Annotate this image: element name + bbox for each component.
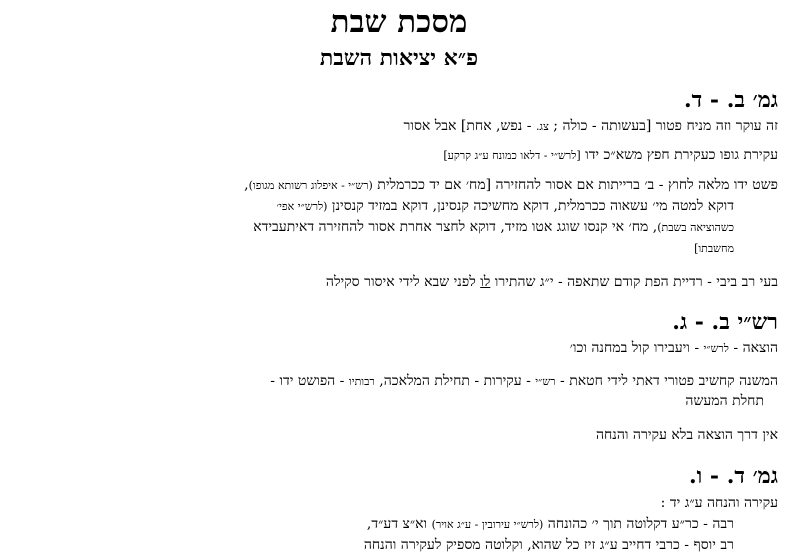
text-line: מחשבתו] (694, 242, 734, 255)
chapter-subtitle: פ״א יציאות השבת (319, 45, 479, 71)
section-heading: רש״י ב. - ג. (672, 309, 778, 335)
text-line: אין דרך הוצאה בלא עקירה והנחה (595, 427, 778, 443)
text-line: פשט ידו מלאה לחוץ - ב׳ ברייתות אם אסור להחזירה [מח׳ אם יד ככרמלית (רש״י - איפלוג רשותא מגופו), (244, 177, 778, 193)
text-line: בעי רב ביבי - רדיית הפת קודם שתאפה - י״ג שהתירו לו לפני שבא לידי איסור סקילה (325, 274, 778, 290)
text-line: כשהוציאה בשבת), מח׳ אי קנסו שוגג אטו מזיד, דוקא לחצר אחרת אסור להחזירה דאיתעבידא (253, 219, 734, 235)
document-title: מסכת שבת (330, 4, 468, 40)
text-line: עקירה והנחה ע״ג יד : (660, 495, 778, 511)
text-line: תחלת המעשה (685, 393, 764, 409)
text-line: רבה - כר״ע דקלוטה תוך י׳ כהונחה (לרש״י עירובין - ע״ג אויר) וא״צ דע״ד, (366, 516, 734, 532)
section-heading: גמ׳ ב. - ד. (684, 87, 778, 113)
text-line: זה עוקר וזה מניח פטור [בעשותה - כולה ; צג. - נפש, אחת] אבל אסור (403, 118, 778, 134)
text-line: דוקא למטה מי׳ עשאוה ככרמלית, דוקא מחשיכה קנסינן, דוקא במזיד קנסינן (לרש״י אפי׳ (276, 198, 734, 214)
text-line: רב יוסף - כרבי דחייב ע״ג זיז כל שהוא, וקלוטה מספיק לעקירה והנחה (363, 537, 734, 553)
text-line: המשנה קחשיב פטורי דאתי לידי חטאת - רש״י - עקירות - תחילת המלאכה, רבותיו - הפושט ידו - (270, 373, 778, 389)
text-line: הוצאה - לרש״י - ויעבירו קול במחנה וכו׳ (569, 340, 778, 356)
text-line: עקירת גופו כעקירת חפץ משא״כ ידו [לרש״י - דלאו כמונח ע״ג קרקע] (443, 147, 778, 163)
section-heading: גמ׳ ד. - ו. (688, 463, 778, 489)
